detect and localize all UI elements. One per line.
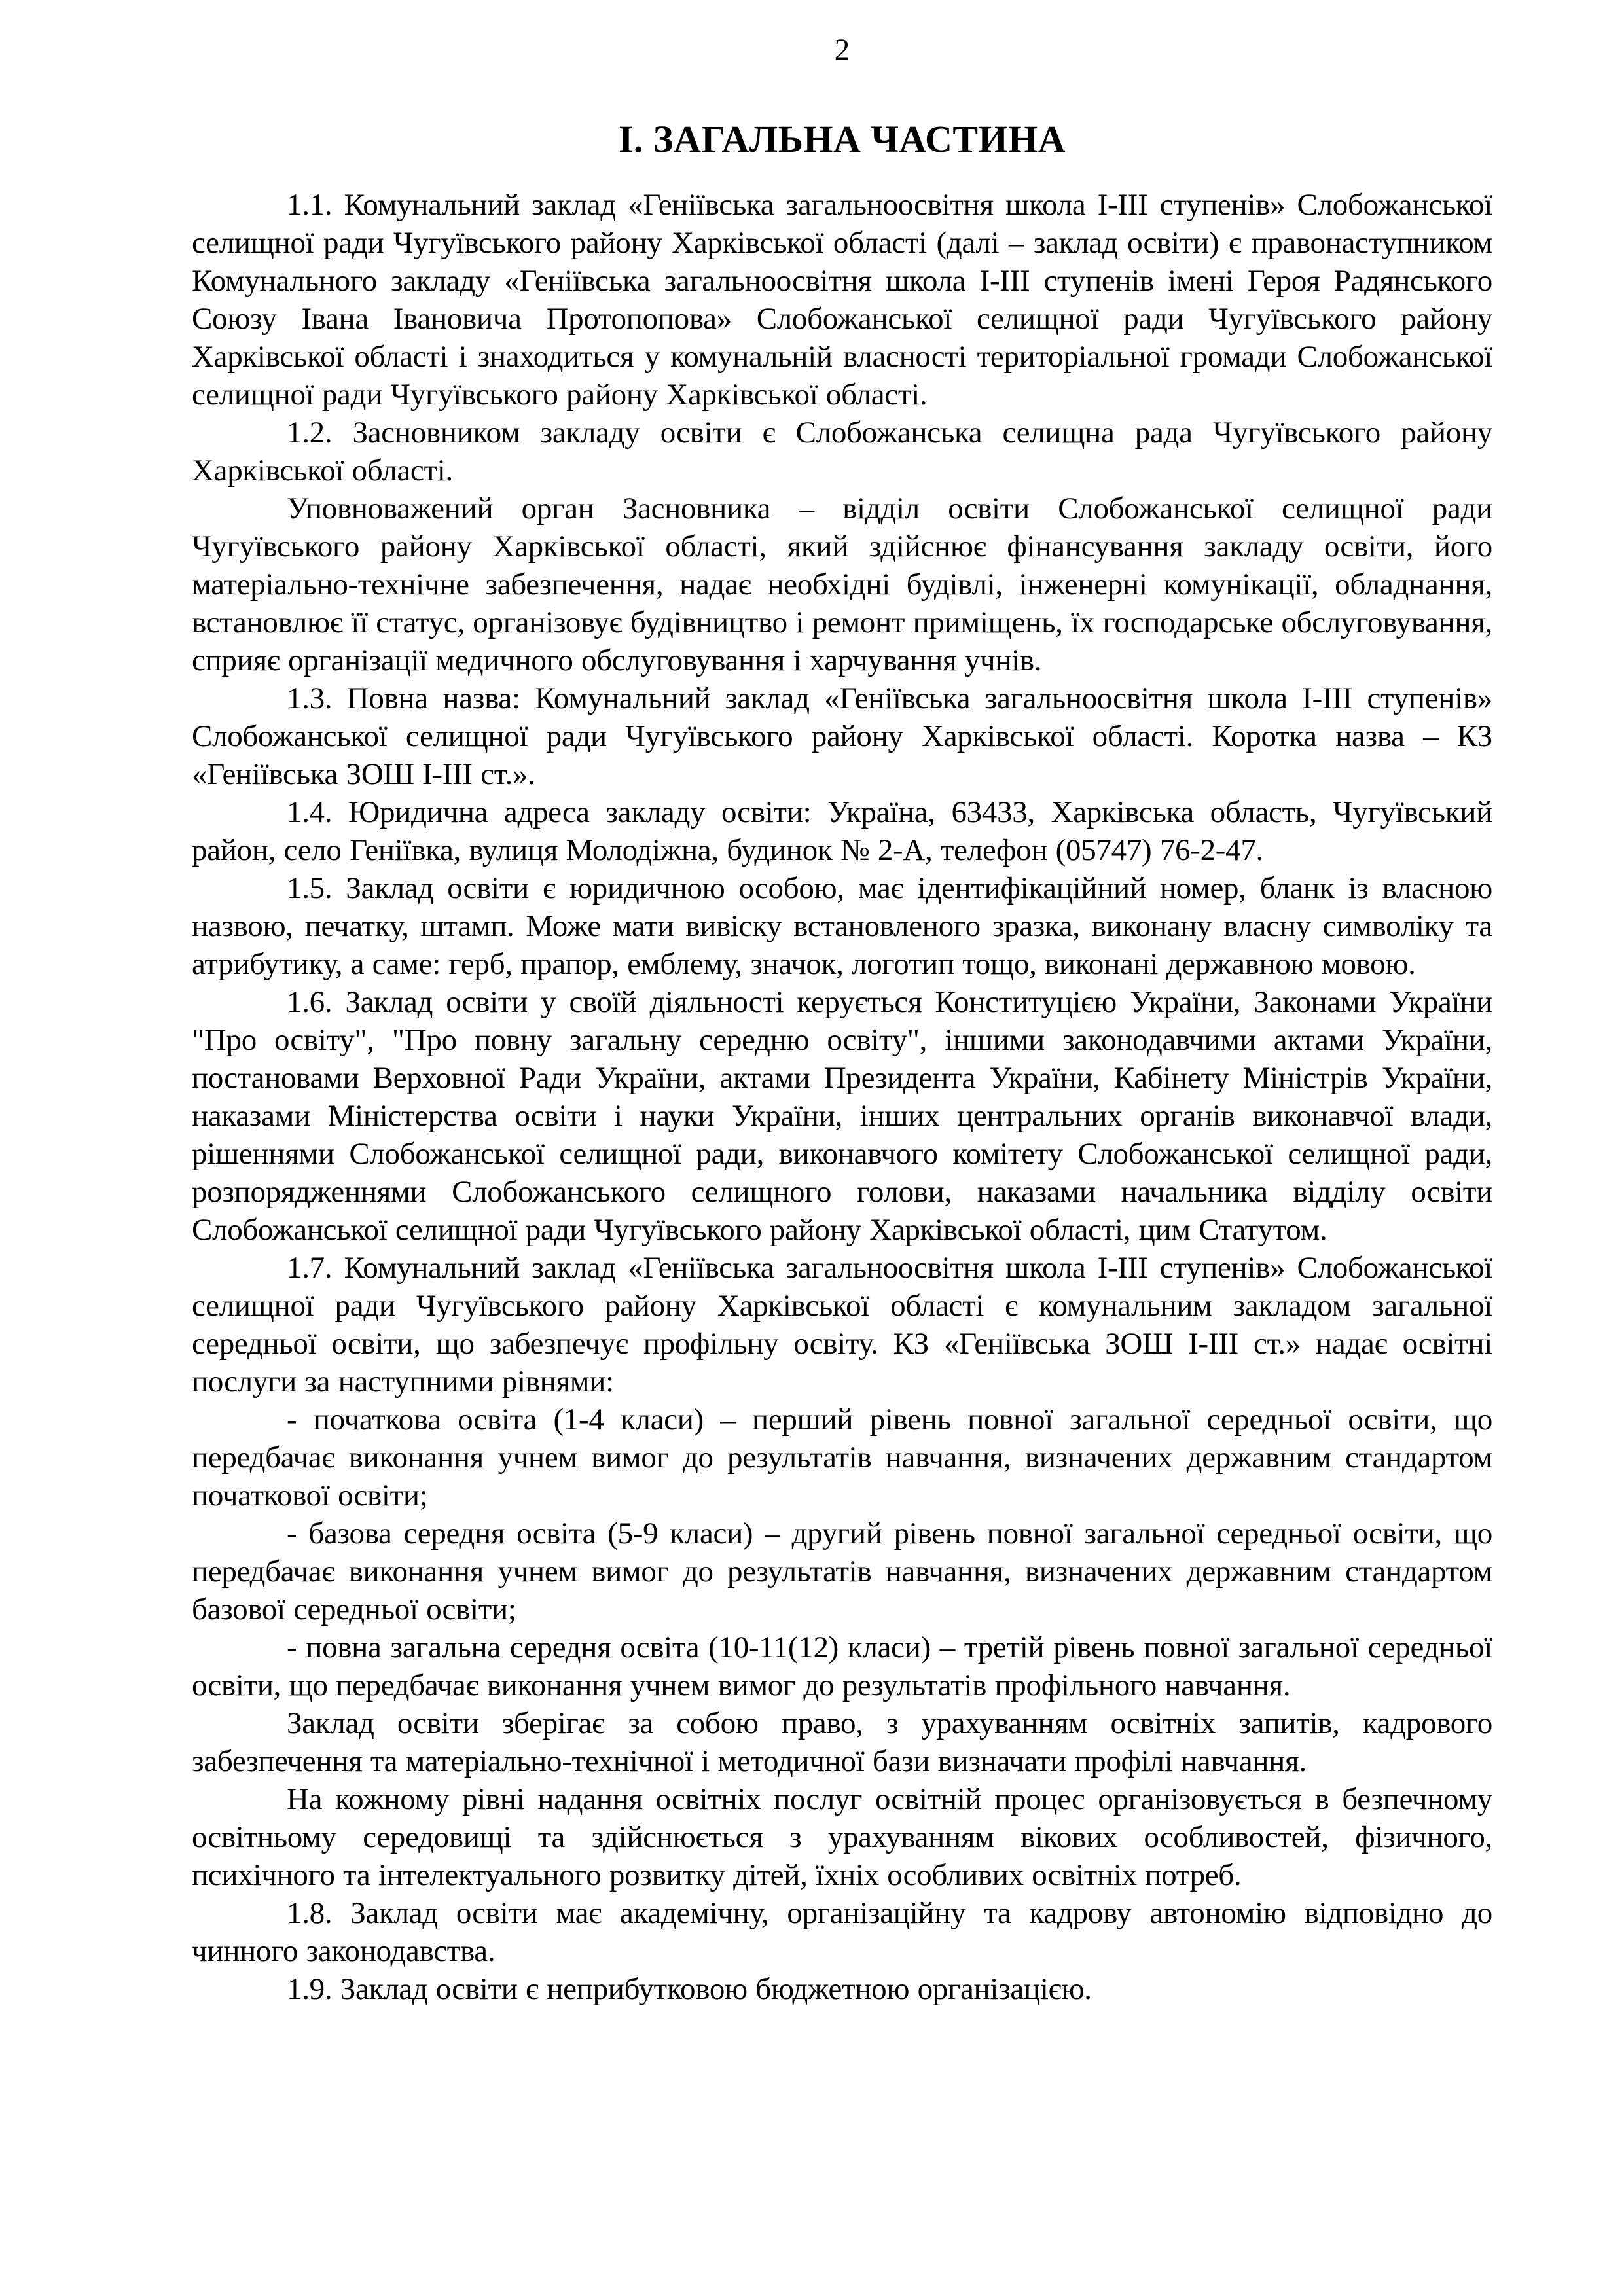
paragraph-profile-rights: Заклад освіти зберігає за собою право, з урахуванням освітніх запитів, кадрового забезпечення та матеріально-технічної і методичної бази визначати профілі навчання. [192, 1706, 1492, 1778]
section-heading: І. ЗАГАЛЬНА ЧАСТИНА [618, 118, 1066, 160]
paragraph-1-2: 1.2. Засновником закладу освіти є Слобожанська селищна рада Чугуївського району Харківської області. [192, 416, 1492, 488]
list-item-primary-education: - початкова освіта (1-4 класи) – перший рівень повної загальної середньої освіти, що передбачає виконання учнем вимог до результатів навчання, визначених державним стандартом початкової освіти; [192, 1403, 1492, 1513]
page-content [192, 0, 1492, 2008]
paragraph-1-8: 1.8. Заклад освіти має академічну, організаційну та кадрову автономію відповідно до чинного законодавства. [192, 1896, 1492, 1968]
paragraph-1-7: 1.7. Комунальний заклад «Геніївська загальноосвітня школа І-ІІІ ступенів» Слобожанської селищної ради Чугуївського району Харківської області є комунальним закладом загальної середньої освіти, що забезпечує профільну освіту. КЗ «Геніївська ЗОШ І-ІІІ ст.» надає освітні послуги за наступними рівнями: [192, 1251, 1492, 1399]
paragraph-1-4: 1.4. Юридична адреса закладу освіти: Україна, 63433, Харківська область, Чугуївський район, село Геніївка, вулиця Молодіжна, будинок № 2-А, телефон (05747) 76-2-47. [192, 795, 1492, 867]
paragraph-1-6: 1.6. Заклад освіти у своїй діяльності керується Конституцією України, Законами України "Про освіту", "Про повну загальну середню освіту", іншими законодавчими актами України, постановами Верховної Ради України, актами Президента України, Кабінету Міністрів України, наказами Міністерства освіти і науки України, інших центральних органів виконавчої влади, рішеннями Слобожанської селищної ради, виконавчого комітету Слобожанської селищної ради, розпорядженнями Слобожанського селищного голови, наказами начальника відділу освіти Слобожанської селищної ради Чугуївського району Харківської області, цим Статутом. [192, 985, 1492, 1247]
list-item-full-secondary-education: - повна загальна середня освіта (10-11(12) класи) – третій рівень повної загальної середньої освіти, що передбачає виконання учнем вимог до результатів профільного навчання. [192, 1630, 1492, 1702]
document-body [192, 186, 1492, 2008]
paragraph-1-3: 1.3. Повна назва: Комунальний заклад «Геніївська загальноосвітня школа І-ІІІ ступенів» Слобожанської селищної ради Чугуївського району Харківської області. Коротка назва – КЗ «Геніївська ЗОШ І-ІІІ ст.». [192, 681, 1492, 791]
paragraph-1-9: 1.9. Заклад освіти є неприбутковою бюджетною організацією. [287, 1972, 1092, 2006]
paragraph-1-5: 1.5. Заклад освіти є юридичною особою, має ідентифікаційний номер, бланк із власною назвою, печатку, штамп. Може мати вивіску встановленого зразка, виконану власну символіку та атрибутику, а саме: герб, прапор, емблему, значок, логотип тощо, виконані державною мовою. [192, 871, 1492, 981]
paragraph-education-process: На кожному рівні надання освітніх послуг освітній процес організовується в безпечному освітньому середовищі та здійснюється з урахуванням вікових особливостей, фізичного, психічного та інтелектуального розвитку дітей, їхніх особливих освітніх потреб. [192, 1782, 1492, 1892]
list-item-basic-secondary-education: - базова середня освіта (5-9 класи) – другий рівень повної загальної середньої освіти, що передбачає виконання учнем вимог до результатів навчання, визначених державним стандартом базової середньої освіти; [192, 1516, 1492, 1626]
paragraph-authorized-body: Уповноважений орган Засновника – відділ освіти Слобожанської селищної ради Чугуївського району Харківської області, який здійснює фінансування закладу освіти, його матеріально-технічне забезпечення, надає необхідні будівлі, інженерні комунікації, обладнання, встановлює її статус, організовує будівництво і ремонт приміщень, їх господарське обслуговування, сприяє організації медичного обслуговування і харчування учнів. [192, 492, 1492, 677]
page-number: 2 [834, 33, 850, 67]
paragraph-1-1: 1.1. Комунальний заклад «Геніївська загальноосвітня школа І-ІІІ ступенів» Слобожанської селищної ради Чугуївського району Харківської області (далі – заклад освіти) є правонаступником Комунального закладу «Геніївська загальноосвітня школа І-ІІІ ступенів імені Героя Радянського Союзу Івана Івановича Протопопова» Слобожанської селищної ради Чугуївського району Харківської області і знаходиться у комунальній власності територіальної громади Слобожанської селищної ради Чугуївського району Харківської області. [192, 188, 1492, 412]
